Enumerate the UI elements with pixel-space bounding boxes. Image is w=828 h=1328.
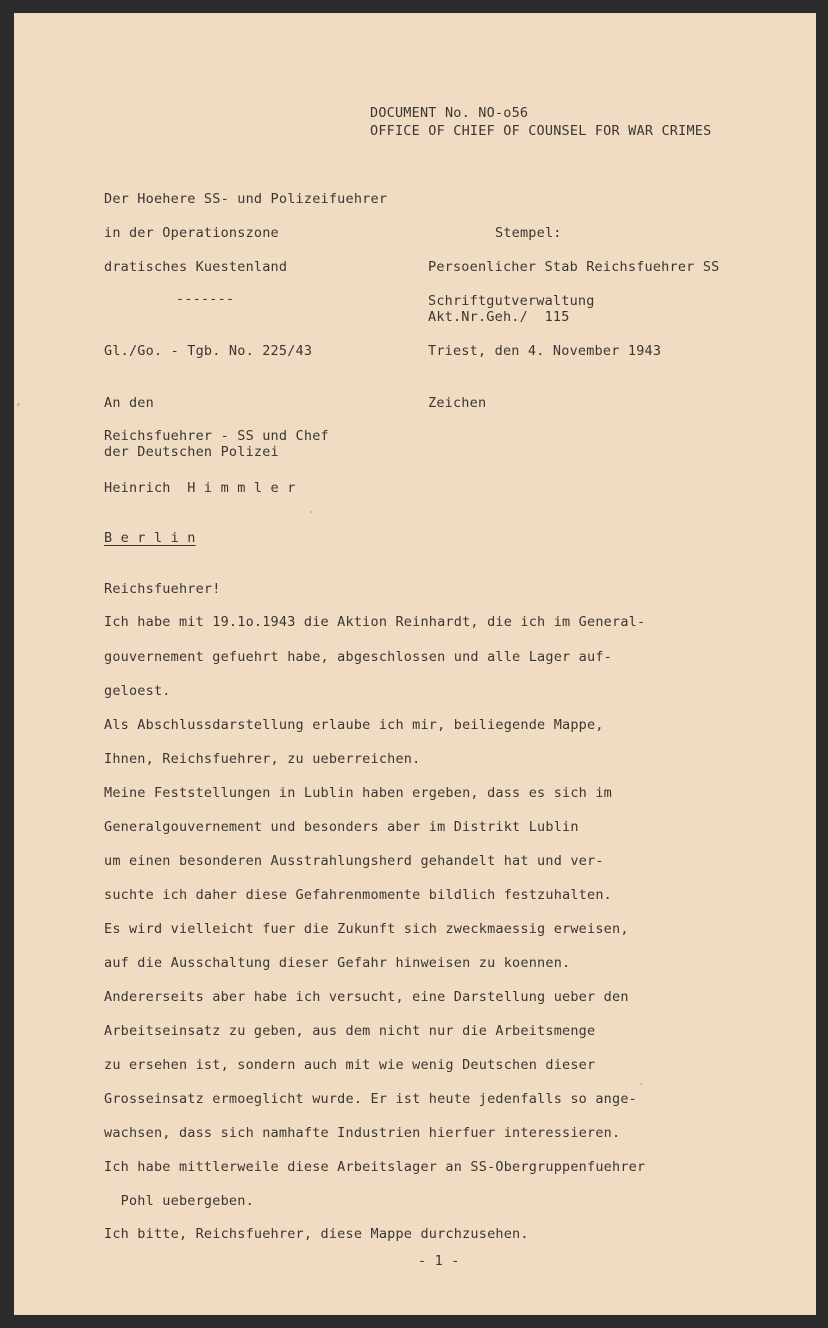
body-line: Meine Feststellungen in Lublin haben ergeben, dass es sich im: [104, 785, 612, 801]
sender-line-3: dratisches Kuestenland: [104, 259, 288, 275]
office-heading: OFFICE OF CHIEF OF COUNSEL FOR WAR CRIMES: [370, 123, 712, 139]
body-line: Andererseits aber habe ich versucht, eine Darstellung ueber den: [104, 989, 629, 1005]
page-number: - 1 -: [418, 1253, 460, 1269]
sender-reference: Gl./Go. - Tgb. No. 225/43: [104, 343, 313, 359]
body-line: zu ersehen ist, sondern auch mit wie wenig Deutschen dieser: [104, 1057, 596, 1073]
sender-line-2: in der Operationszone: [104, 225, 279, 241]
stamp-line-1: Persoenlicher Stab Reichsfuehrer SS: [428, 259, 720, 275]
body-line: wachsen, dass sich namhafte Industrien hierfuer interessieren.: [104, 1125, 621, 1141]
recipient-line-2: der Deutschen Polizei: [104, 444, 279, 460]
place-and-date: Triest, den 4. November 1943: [428, 343, 662, 359]
recipient-an: An den: [104, 395, 154, 411]
sender-line-1: Der Hoehere SS- und Polizeifuehrer: [104, 191, 388, 207]
body-line: Ich bitte, Reichsfuehrer, diese Mappe durchzusehen.: [104, 1226, 529, 1242]
paper-speck: [17, 403, 20, 406]
recipient-city: B e r l i n: [104, 530, 196, 546]
body-line: Pohl uebergeben.: [104, 1193, 254, 1209]
stamp-label: Stempel:: [495, 225, 562, 241]
body-line: suchte ich daher diese Gefahrenmomente bildlich festzuhalten.: [104, 887, 612, 903]
body-line: um einen besonderen Ausstrahlungsherd gehandelt hat und ver-: [104, 853, 604, 869]
body-line: Ihnen, Reichsfuehrer, zu ueberreichen.: [104, 751, 421, 767]
salutation: Reichsfuehrer!: [104, 581, 221, 597]
document-number: DOCUMENT No. NO-o56: [370, 105, 529, 121]
body-line: Arbeitseinsatz zu geben, aus dem nicht nur die Arbeitsmenge: [104, 1023, 596, 1039]
body-line: geloest.: [104, 683, 171, 699]
body-line: Ich habe mittlerweile diese Arbeitslager an SS-Obergruppenfuehrer: [104, 1159, 646, 1175]
document-page: [14, 13, 816, 1315]
sender-rule: -------: [176, 291, 235, 307]
body-line: Generalgouvernement und besonders aber im Distrikt Lublin: [104, 819, 579, 835]
recipient-line-1: Reichsfuehrer - SS und Chef: [104, 428, 329, 444]
stamp-line-2: Schriftgutverwaltung: [428, 293, 595, 309]
body-line: Grosseinsatz ermoeglicht wurde. Er ist heute jedenfalls so ange-: [104, 1091, 637, 1107]
body-line: auf die Ausschaltung dieser Gefahr hinweisen zu koennen.: [104, 955, 571, 971]
stamp-line-3: Akt.Nr.Geh./ 115: [428, 309, 570, 325]
recipient-name: Heinrich H i m m l e r: [104, 480, 296, 496]
body-line: Es wird vielleicht fuer die Zukunft sich zweckmaessig erweisen,: [104, 921, 629, 937]
body-line: Ich habe mit 19.1o.1943 die Aktion Reinhardt, die ich im General-: [104, 614, 646, 630]
body-line: gouvernement gefuehrt habe, abgeschlossen und alle Lager auf-: [104, 649, 612, 665]
paper-speck: [310, 511, 312, 513]
zeichen-label: Zeichen: [428, 395, 487, 411]
paper-speck: [640, 1083, 642, 1085]
body-line: Als Abschlussdarstellung erlaube ich mir, beiliegende Mappe,: [104, 717, 604, 733]
